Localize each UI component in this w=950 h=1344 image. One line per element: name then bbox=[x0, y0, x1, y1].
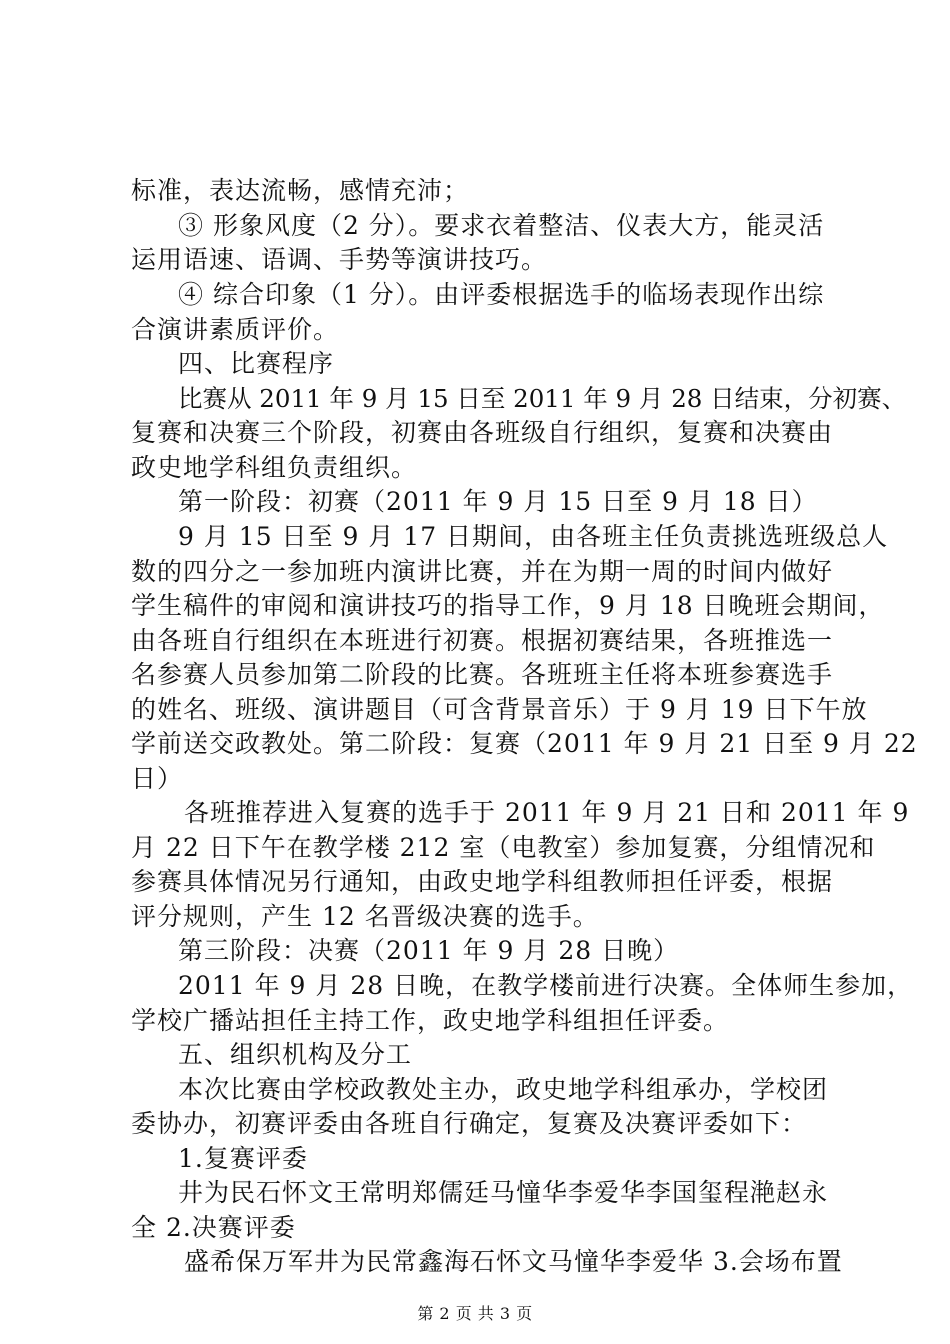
text-line: 各班推荐进入复赛的选手于 2011 年 9 月 21 日和 2011 年 9 bbox=[184, 798, 910, 827]
stage-heading: 第三阶段：决赛（2011 年 9 月 28 日晚） bbox=[178, 936, 680, 965]
text-line: 井为民石怀文王常明郑儒廷马憧华李爱华李国玺程滟赵永 bbox=[178, 1178, 829, 1207]
subsection-heading: 1.复赛评委 bbox=[178, 1144, 308, 1173]
text-line: ③ 形象风度（2 分）。要求衣着整洁、仪表大方，能灵活 bbox=[178, 211, 825, 240]
text-line: 本次比赛由学校政教处主办，政史地学科组承办，学校团 bbox=[178, 1075, 829, 1104]
section-heading: 四、比赛程序 bbox=[178, 349, 335, 378]
text-line: 日） bbox=[131, 764, 184, 793]
text-line: 的姓名、班级、演讲题目（可含背景音乐）于 9 月 19 日下午放 bbox=[131, 695, 868, 724]
text-line: 2011 年 9 月 28 日晚，在教学楼前进行决赛。全体师生参加， bbox=[178, 971, 914, 1000]
text-line: 名参赛人员参加第二阶段的比赛。各班班主任将本班参赛选手 bbox=[131, 660, 834, 689]
text-line: 标准，表达流畅，感情充沛； bbox=[131, 176, 470, 205]
text-line: 9 月 15 日至 9 月 17 日期间，由各班主任负责挑选班级总人 bbox=[178, 522, 889, 551]
text-line: 盛希保万军井为民常鑫海石怀文马憧华李爱华 3.会场布置 bbox=[184, 1247, 843, 1276]
text-line: 数的四分之一参加班内演讲比赛，并在为期一周的时间内做好 bbox=[131, 557, 834, 586]
text-line: 复赛和决赛三个阶段，初赛由各班级自行组织，复赛和决赛由 bbox=[131, 418, 834, 447]
text-line: 运用语速、语调、手势等演讲技巧。 bbox=[131, 245, 548, 274]
stage-heading: 第一阶段：初赛（2011 年 9 月 15 日至 9 月 18 日） bbox=[178, 487, 818, 516]
text-line: 政史地学科组负责组织。 bbox=[131, 453, 418, 482]
section-heading: 五、组织机构及分工 bbox=[178, 1040, 413, 1069]
text-line: ④ 综合印象（1 分）。由评委根据选手的临场表现作出综 bbox=[178, 280, 825, 309]
text-line: 由各班自行组织在本班进行初赛。根据初赛结果，各班推选一 bbox=[131, 626, 834, 655]
text-line: 比赛从 2011 年 9 月 15 日至 2011 年 9 月 28 日结束，分初赛、 bbox=[178, 384, 907, 413]
text-line: 学前送交政教处。第二阶段：复赛（2011 年 9 月 21 日至 9 月 22 bbox=[131, 729, 918, 758]
text-line: 评分规则，产生 12 名晋级决赛的选手。 bbox=[131, 902, 599, 931]
text-line: 全 2.决赛评委 bbox=[131, 1213, 296, 1242]
page-footer: 第 2 页 共 3 页 bbox=[417, 1304, 533, 1323]
text-line: 参赛具体情况另行通知，由政史地学科组教师担任评委，根据 bbox=[131, 867, 834, 896]
text-line: 学生稿件的审阅和演讲技巧的指导工作，9 月 18 日晚班会期间， bbox=[131, 591, 885, 620]
text-line: 委协办，初赛评委由各班自行确定，复赛及决赛评委如下： bbox=[131, 1109, 808, 1138]
text-line: 合演讲素质评价。 bbox=[131, 315, 340, 344]
text-line: 学校广播站担任主持工作，政史地学科组担任评委。 bbox=[131, 1006, 730, 1035]
text-line: 月 22 日下午在教学楼 212 室（电教室）参加复赛，分组情况和 bbox=[131, 833, 876, 862]
